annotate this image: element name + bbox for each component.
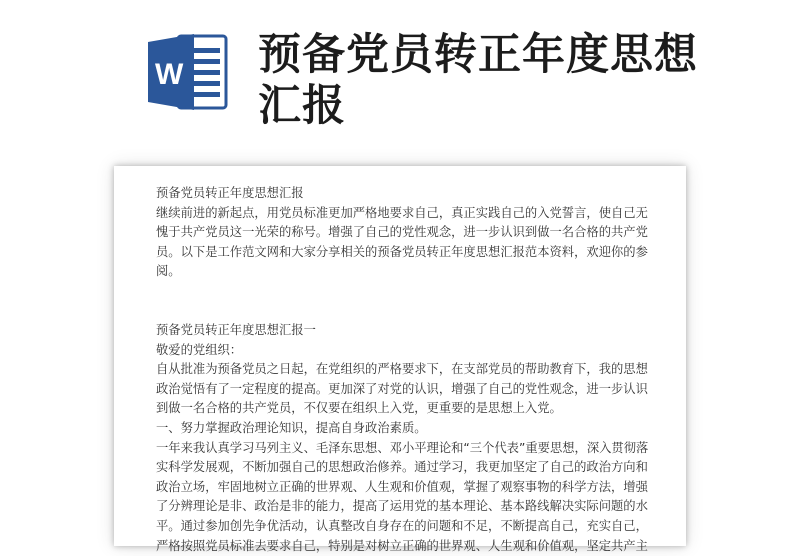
word-document-icon [148,30,228,114]
blank-space [156,282,650,321]
document-body [156,184,650,556]
salutation: 敬爱的党组织： [156,342,243,357]
document-page [114,166,686,553]
document-header [0,0,800,150]
heading-1: 一、努力掌握政治理论知识，提高自身政治素质。 [156,420,427,435]
intro-title: 预备党员转正年度思想汇报 [156,186,304,200]
svg-text:W: W [155,58,184,91]
paragraph-1: 自从批准为预备党员之日起，在党组织的严格要求下，在支部党员的帮助教育下，我的思想政治觉悟有了一定程度的提高。更加深了对党的认识，增强了自己的党性观念，进一步认识到做一名合格的共产党员，不仅要在组织上入党，更重要的是思想上入党。 [156,362,648,416]
paragraph-2: 一年来我认真学习马列主义、毛泽东思想、邓小平理论和“三个代表”重要思想，深入贯彻落实科学发展观，不断加强自己的思想政治修养。通过学习，我更加坚定了自己的政治方向和政治立场，牢固地树立正确的世界观、人生观和价值观，掌握了观察事物的科学方法，增强了分辨理论是非、政治是非的能力，提高了运用党的基本理论、基本路线解决实际问题的水平。通过参加创先争优活动，认真整改自身存在的问题和不足，不断提高自己，充实自己，严格按照党员标准去要求自己，特别是对树立正确的世界观、人生观和价值观，坚定共产主 [156,440,649,553]
section-title: 预备党员转正年度思想汇报一 [156,322,316,337]
page-title: 预备党员转正年度思想汇报 [258,30,698,131]
intro-paragraph: 继续前进的新起点，用党员标准更加严格地要求自己，真正实践自己的入党誓言，使自己无愧于共产党员这一光荣的称号。增强了自己的党性观念，进一步认识到做一名合格的共产党员。以下是工作范文网和大家分享相关的预备党员转正年度思想汇报范本资料，欢迎你的参阅。 [156,205,648,279]
